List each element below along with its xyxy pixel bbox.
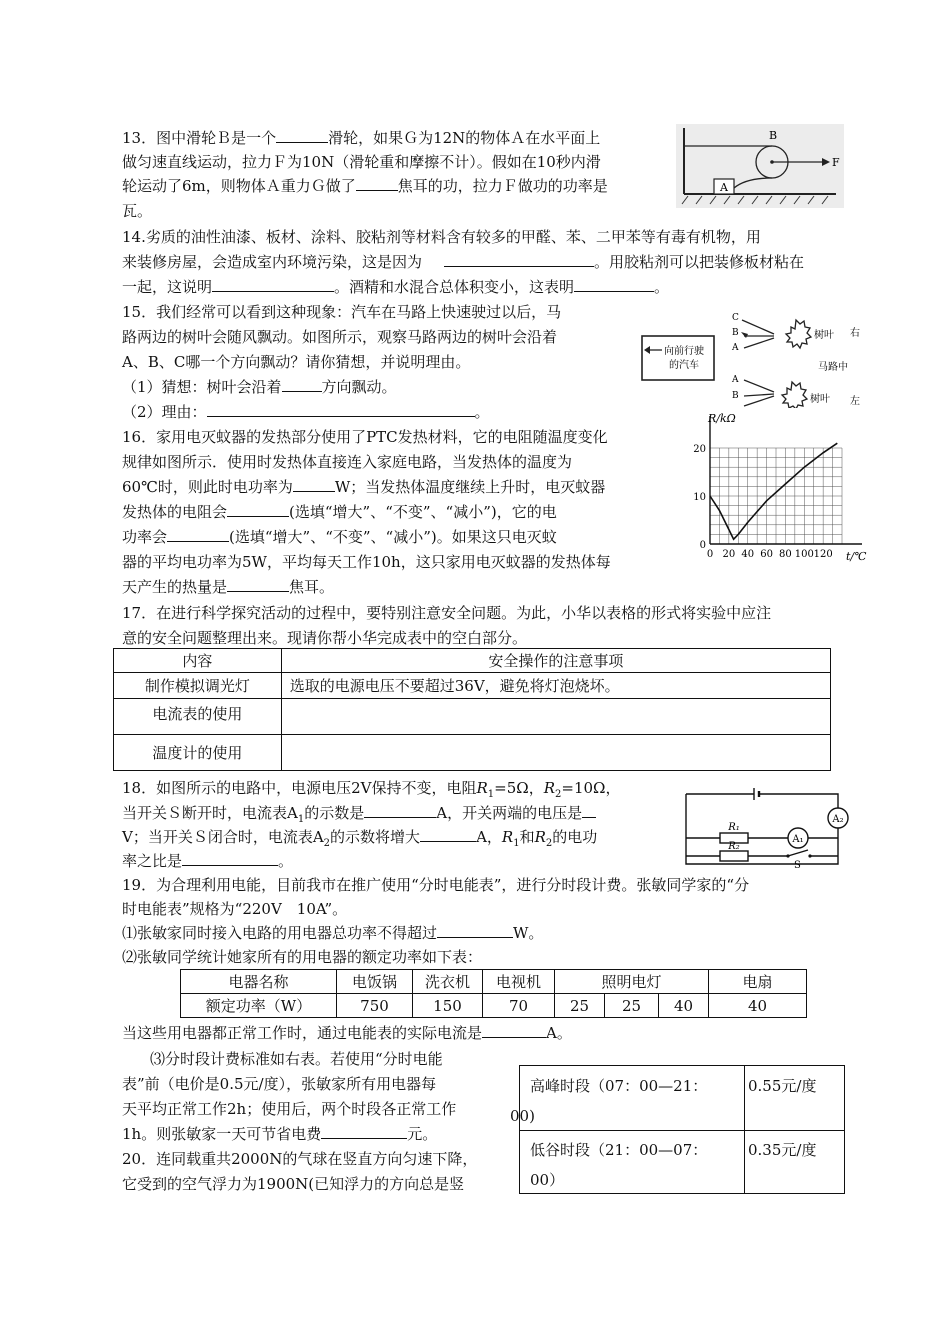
q19-line-6: ⑶分时段计费标准如右表。若使用“分时电能 xyxy=(150,1050,443,1068)
q19-text: 1h。则张敏家一天可节省电费 xyxy=(122,1125,322,1143)
ptc-xtick: 100 xyxy=(794,549,814,560)
q19-text: W。 xyxy=(513,924,544,942)
q18-blank-a2[interactable] xyxy=(420,827,476,842)
pulley-label-b: B xyxy=(768,129,778,142)
ptc-xtick: 120 xyxy=(813,549,833,560)
resistor-r1-label: R₁ xyxy=(728,822,740,833)
rate-low-price: 0.35元/度 xyxy=(748,1141,817,1159)
q18-text: =5Ω， xyxy=(494,779,544,797)
appliance-name: 电扇 xyxy=(709,970,807,994)
leaf-figure xyxy=(640,310,866,408)
q16-blank-heat[interactable] xyxy=(227,577,289,592)
q18-r1-sub: 1 xyxy=(487,789,495,800)
appliance-name: 电饭锅 xyxy=(337,970,413,994)
leaf-dir-a-bottom: A xyxy=(732,375,739,385)
safety-row-note: 选取的电源电压不要超过36V，避免将灯泡烧坏。 xyxy=(281,673,830,699)
q15-line-2: 路两边的树叶会随风飘动。如图所示，观察马路两边的树叶会沿着 xyxy=(122,328,558,346)
q19-line-7: 表”前（电价是0.5元/度），张敏家所有用电器每 xyxy=(122,1075,437,1093)
rate-peak-label: 高峰时段（07：00—21： xyxy=(530,1077,708,1095)
q16-blank-power-trend[interactable] xyxy=(167,527,229,542)
safety-row-note-blank[interactable] xyxy=(281,735,830,771)
ptc-xtick: 60 xyxy=(760,549,773,560)
q13-line-4: 瓦。 xyxy=(122,202,153,220)
q16-text: (选填“增大”、“不变”、“减小”)，它的电 xyxy=(289,503,557,521)
table-row xyxy=(114,649,831,673)
rate-table xyxy=(510,1065,845,1194)
q18-a1-sub: 1 xyxy=(297,814,305,825)
car-label-1: 向前行驶 xyxy=(664,346,704,357)
table-row xyxy=(181,994,807,1018)
q15-blank-guess[interactable] xyxy=(282,377,322,392)
q14-blank-glue[interactable] xyxy=(212,277,334,292)
leaf-dir-c-top: C xyxy=(732,313,739,323)
q18-text: 的电功 xyxy=(552,828,598,846)
ptc-xtick: 40 xyxy=(741,549,755,560)
q18-text: 当开关Ｓ断开时，电流表A xyxy=(122,804,298,822)
q15-line-5 xyxy=(122,402,490,422)
q13-blank-pulley-type[interactable] xyxy=(276,128,328,143)
q18-text: 的示数是 xyxy=(304,804,365,822)
q13-line-1 xyxy=(122,128,600,148)
q18-line-2 xyxy=(122,803,596,830)
q19-line-5 xyxy=(122,1023,572,1043)
rate-peak-price: 0.55元/度 xyxy=(748,1077,817,1095)
ptc-ylabel: R/kΩ xyxy=(708,412,736,425)
q15-text: 方向飘动。 xyxy=(321,378,397,396)
q20-line-1: 20．连同载重共2000N的气球在竖直方向匀速下降， xyxy=(122,1150,478,1168)
q18-text: A， xyxy=(476,828,502,846)
ptc-xlabel: t/℃ xyxy=(846,550,867,563)
safety-row-item: 制作模拟调光灯 xyxy=(114,673,282,699)
pulley-label-f: F xyxy=(832,156,840,169)
rate-low-label: 低谷时段（21：00—07： xyxy=(530,1141,708,1159)
q18-a2-sub: 2 xyxy=(323,838,331,849)
q17-line-1: 17．在进行科学探究活动的过程中，要特别注意安全问题。为此，小华以表格的形式将实验中应注 xyxy=(122,604,772,622)
q18-line-4 xyxy=(122,851,293,871)
q14-line-1: 14.劣质的油性油漆、板材、涂料、胶粘剂等材料含有较多的甲醛、苯、二甲苯等有毒有机物，用 xyxy=(122,228,761,246)
q15-text: （1）猜想：树叶会沿着 xyxy=(122,378,282,396)
safety-header-content: 内容 xyxy=(114,649,282,673)
q15-line-4 xyxy=(122,377,397,397)
q16-text: 焦耳。 xyxy=(289,578,335,596)
q19-blank-saving[interactable] xyxy=(321,1124,407,1139)
q18-text: =10Ω， xyxy=(561,779,621,797)
q13-text: 焦耳的功，拉力Ｆ做功的功率是 xyxy=(397,177,608,195)
q16-text: 60℃时，则此时电功率为 xyxy=(122,478,293,496)
q13-line-2: 做匀速直线运动，拉力Ｆ为10N（滑轮重和摩擦不计）。假如在10秒内滑 xyxy=(122,153,601,171)
table-row xyxy=(114,673,831,699)
q16-text: 发热体的电阻会 xyxy=(122,503,228,521)
leaf-label-bottom: 树叶 xyxy=(810,394,830,405)
q16-text: 功率会 xyxy=(122,528,168,546)
q18-blank-a1[interactable] xyxy=(364,803,436,818)
leaf-dir-a-top: A xyxy=(732,343,739,353)
q18-r1-sub: 1 xyxy=(513,838,520,849)
q15-text: 。 xyxy=(474,403,490,421)
ammeter-a1-label: A₁ xyxy=(792,834,804,845)
q18-r2: R xyxy=(534,828,546,846)
table-row xyxy=(114,735,831,771)
ptc-xtick: 80 xyxy=(779,549,792,560)
q16-line-4 xyxy=(122,502,557,522)
appliance-power: 750 xyxy=(337,994,413,1018)
q16-line-6: 器的平均电功率为5W，平均每天工作10h，这只家用电灭蚊器的发热体每 xyxy=(122,553,611,571)
safety-table xyxy=(113,648,831,771)
q15-blank-reason[interactable] xyxy=(207,402,475,417)
q19-line-9 xyxy=(122,1124,437,1144)
q13-text: 轮运动了6m，则物体Ａ重力Ｇ做了 xyxy=(122,177,356,195)
leaf-dir-b-top: B xyxy=(732,328,739,338)
q18-text: V；当开关Ｓ闭合时，电流表A xyxy=(122,828,324,846)
ammeter-a2-label: A₂ xyxy=(832,814,844,825)
q18-text: 和 xyxy=(519,828,535,846)
q19-blank-max-power[interactable] xyxy=(437,923,513,938)
q16-line-7 xyxy=(122,577,334,597)
appliance-power: 25 xyxy=(605,994,659,1018)
appliance-name: 照明电灯 xyxy=(555,970,709,994)
q18-r1: R xyxy=(476,779,488,797)
rate-low-label-cont: 00） xyxy=(530,1171,565,1189)
ptc-ytick: 20 xyxy=(693,444,706,455)
safety-row-note-blank[interactable] xyxy=(281,699,830,735)
q18-text: 。 xyxy=(278,852,294,870)
q19-line-4: ⑵张敏同学统计她家所有的用电器的额定功率如下表： xyxy=(122,948,483,966)
q14-blank-reason[interactable] xyxy=(444,252,594,267)
q19-text: 元。 xyxy=(407,1125,438,1143)
q19-text: A。 xyxy=(546,1024,572,1042)
appliance-name: 洗衣机 xyxy=(413,970,483,994)
q20-line-2: 它受到的空气浮力为1900N(已知浮力的方向总是竖 xyxy=(122,1175,465,1193)
q13-blank-work[interactable] xyxy=(356,176,398,191)
q19-blank-current[interactable] xyxy=(482,1023,546,1038)
appliance-power: 25 xyxy=(555,994,605,1018)
appliance-power: 40 xyxy=(659,994,709,1018)
q19-line-8: 天平均正常工作2h；使用后，两个时段各正常工作 xyxy=(122,1100,457,1118)
q18-r2-sub: 2 xyxy=(545,838,553,849)
q14-text: 。酒精和水混合总体积变小，这表明 xyxy=(334,278,575,296)
q18-line-3 xyxy=(122,827,597,854)
q16-text: (选填“增大”、“不变”、“减小”)。如果这只电灭蚊 xyxy=(229,528,557,546)
appliance-power: 70 xyxy=(483,994,555,1018)
q14-text: 一起，这说明 xyxy=(122,278,213,296)
leaf-label-top: 树叶 xyxy=(814,330,834,341)
q18-text: A，开关两端的电压是 xyxy=(436,804,583,822)
q18-text: 的示数将增大 xyxy=(330,828,421,846)
appliance-table xyxy=(180,969,807,1018)
road-middle-label: 马路中 xyxy=(818,362,848,373)
safety-row-item: 电流表的使用 xyxy=(114,699,282,735)
q16-text: 天产生的热量是 xyxy=(122,578,228,596)
q18-r2-sub: 2 xyxy=(555,789,562,800)
q16-line-3 xyxy=(122,477,605,497)
ptc-ytick: 0 xyxy=(699,540,706,551)
pulley-label-a: A xyxy=(720,181,728,194)
q16-line-2: 规律如图所示．使用时发热体直接连入家庭电路，当发热体的温度为 xyxy=(122,453,573,471)
q19-text: 当这些用电器都正常工作时，通过电能表的实际电流是 xyxy=(122,1024,483,1042)
q13-text: 滑轮，如果Ｇ为12N的物体Ａ在水平面上 xyxy=(328,129,601,147)
q16-blank-resistance[interactable] xyxy=(227,502,289,517)
road-right-label: 右 xyxy=(850,328,860,339)
table-row xyxy=(114,699,831,735)
safety-header-notes: 安全操作的注意事项 xyxy=(281,649,830,673)
table-row xyxy=(181,970,807,994)
safety-row-item: 温度计的使用 xyxy=(114,735,282,771)
appliance-header: 电器名称 xyxy=(181,970,337,994)
q14-line-2 xyxy=(122,252,804,272)
car-label-2: 的汽车 xyxy=(669,360,699,371)
q18-blank-switch-voltage[interactable] xyxy=(582,803,596,818)
q13-line-3 xyxy=(122,176,608,196)
q15-text: （2）理由： xyxy=(122,403,207,421)
appliance-name: 电视机 xyxy=(483,970,555,994)
ptc-xtick: 0 xyxy=(706,549,714,560)
q18-line-1 xyxy=(122,778,620,805)
leaf-dir-b-bottom: B xyxy=(732,391,739,401)
q19-line-3 xyxy=(122,923,543,943)
ptc-ytick: 10 xyxy=(693,492,706,503)
pulley-figure xyxy=(676,124,844,208)
q16-blank-power[interactable] xyxy=(293,477,335,492)
q15-line-1: 15．我们经常可以看到这种现象：汽车在马路上快速驶过以后，马 xyxy=(122,303,562,321)
ptc-chart xyxy=(686,410,872,570)
q19-line-2: 时电能表”规格为“220V 10A”。 xyxy=(122,900,348,918)
appliance-header: 额定功率（W） xyxy=(181,994,337,1018)
q18-blank-power-ratio[interactable] xyxy=(182,851,278,866)
ptc-xtick: 20 xyxy=(722,549,736,560)
q19-text: ⑴张敏家同时接入电路的用电器总功率不得超过 xyxy=(122,924,438,942)
q18-r2: R xyxy=(543,779,555,797)
q18-text: 18．如图所示的电路中，电源电压2V保持不变，电阻 xyxy=(122,779,477,797)
rate-peak-label-cont: 00) xyxy=(510,1107,535,1125)
q14-line-3 xyxy=(122,277,669,297)
q14-blank-volume[interactable] xyxy=(574,277,654,292)
resistor-r2-label: R₂ xyxy=(728,841,740,852)
q16-text: W；当发热体温度继续上升时，电灭蚊器 xyxy=(334,478,606,496)
switch-label: S xyxy=(794,860,801,870)
road-left-label: 左 xyxy=(850,396,860,407)
q16-line-1: 16．家用电灭蚊器的发热部分使用了PTC发热材料，它的电阻随温度变化 xyxy=(122,428,608,446)
q14-text: 来装修房屋，会造成室内环境污染，这是因为 xyxy=(122,253,423,271)
q14-text: 。 xyxy=(654,278,670,296)
q15-line-3: A、B、C哪一个方向飘动？请你猜想，并说明理由。 xyxy=(122,353,471,371)
q18-text: 率之比是 xyxy=(122,852,183,870)
q14-text: 。用胶粘剂可以把装修板材粘在 xyxy=(594,253,805,271)
appliance-power: 40 xyxy=(709,994,807,1018)
q13-text: 13．图中滑轮Ｂ是一个 xyxy=(122,129,277,147)
q19-line-1: 19．为合理利用电能，目前我市在推广使用“分时电能表”，进行分时段计费。张敏同学家的“分 xyxy=(122,876,750,894)
q16-line-5 xyxy=(122,527,557,547)
q17-line-2: 意的安全问题整理出来。现请你帮小华完成表中的空白部分。 xyxy=(122,629,528,647)
q18-r1: R xyxy=(501,828,514,846)
circuit-diagram xyxy=(680,786,856,870)
appliance-power: 150 xyxy=(413,994,483,1018)
